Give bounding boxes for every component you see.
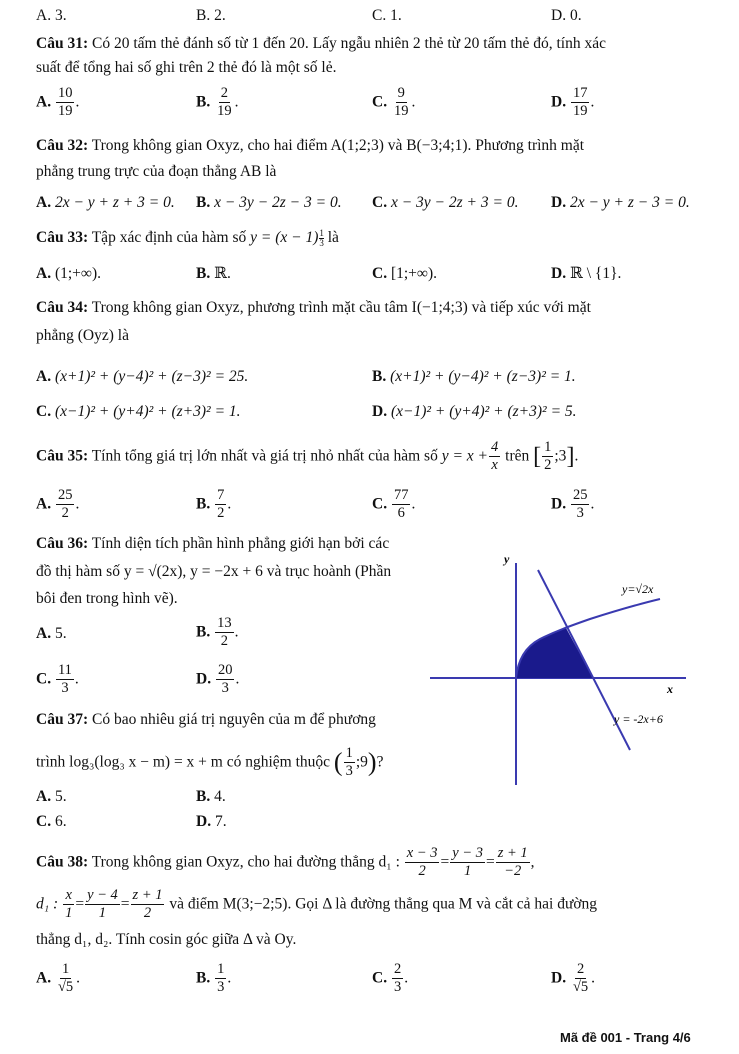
q31-option-d: D. $\frac{17}{19}$ . [551, 85, 595, 120]
q37-option-b: B. 4. [196, 788, 226, 805]
q37-option-c: C. 6. [36, 813, 67, 830]
q34-option-c: C. (x−1)² + (y+4)² + (z+3)² = 1. [36, 403, 241, 420]
curve-label: y=√2x [622, 582, 654, 596]
q30-option-b: B. 2. [196, 7, 226, 24]
q38-line1: Câu 38: Trong không gian Oxyz, cho hai đường thẳng d₁ : $\frac{x - 3}{2}$ = $\frac{y - 3}{1}$ = $\frac{z + 1}{-2}$ , [36, 845, 535, 880]
q35-line1: Câu 35: Tính tổng giá trị lớn nhất và giá trị nhỏ nhất của hàm số y = x + $\frac{4}{x}$ trên [ $\frac{1}{2}$ ;3]. [36, 439, 579, 474]
q36-option-b: B. $\frac{13}{2}$ . [196, 615, 239, 650]
q34-option-d: D. (x−1)² + (y+4)² + (z+3)² = 5. [372, 403, 577, 420]
q37-line2: trình log₃(log₃ x − m) = x + m có nghiệm thuộc ( $\frac{1}{3}$ ;9)? [36, 745, 384, 780]
q38-line2: d₁ : $\frac{x}{1}$ = $\frac{y - 4}{1}$ = $\frac{z + 1}{2}$ và điểm M(3;−2;5). Gọi Δ là đường thẳng qua M và cắt cả hai đường [36, 887, 598, 922]
q37-option-d: D. 7. [196, 813, 227, 830]
q36-line3: bôi đen trong hình vẽ). [36, 590, 178, 607]
q31-option-a: A. $\frac{10}{19}$ . [36, 85, 80, 120]
q36-line2: đồ thị hàm số y = √(2x), y = −2x + 6 và trục hoành (Phần [36, 563, 392, 580]
y-axis-label: y [504, 552, 510, 566]
q32-option-d: D. 2x − y + z − 3 = 0. [551, 194, 690, 211]
q34-option-b: B. (x+1)² + (y−4)² + (z−3)² = 1. [372, 368, 576, 385]
q30-option-a: A. 3. [36, 7, 67, 24]
q35-option-b: B. $\frac{7}{2}$ . [196, 487, 232, 522]
q38-option-d: D. $\frac{2}{√5}$ . [551, 961, 596, 996]
q36-line1: Câu 36: Tính diện tích phần hình phẳng giới hạn bởi các [36, 535, 390, 552]
q37-option-a: A. 5. [36, 788, 67, 805]
q31-option-b: B. $\frac{2}{19}$ . [196, 85, 239, 120]
q36-option-c: C. $\frac{11}{3}$ . [36, 662, 79, 697]
q33-option-d: D. ℝ \ {1}. [551, 265, 622, 282]
q34-line2: phẳng (Oyz) là [36, 327, 129, 344]
q31-line2: suất để tổng hai số ghi trên 2 thẻ đó là một số lẻ. [36, 59, 337, 76]
x-axis-label: x [667, 682, 673, 696]
area-graph [430, 545, 700, 795]
line-label: y = -2x+6 [614, 712, 663, 726]
q33-option-c: C. [1;+∞). [372, 265, 437, 282]
q32-option-b: B. x − 3y − 2z − 3 = 0. [196, 194, 342, 211]
q34-option-a: A. (x+1)² + (y−4)² + (z−3)² = 25. [36, 368, 249, 385]
q36-option-d: D. $\frac{20}{3}$ . [196, 662, 240, 697]
q31-option-c: C. $\frac{9}{19}$ . [372, 85, 416, 120]
q30-option-c: C. 1. [372, 7, 402, 24]
q31-line1: Câu 31: Có 20 tấm thẻ đánh số từ 1 đến 20. Lấy ngẫu nhiên 2 thẻ từ 20 tấm thẻ đó, tính xác [36, 35, 606, 52]
q34-line1: Câu 34: Trong không gian Oxyz, phương trình mặt cầu tâm I(−1;4;3) và tiếp xúc với mặt [36, 299, 591, 316]
q32-option-c: C. x − 3y − 2z + 3 = 0. [372, 194, 519, 211]
q38-option-a: A. $\frac{1}{√5}$ . [36, 961, 81, 996]
q38-option-b: B. $\frac{1}{3}$ . [196, 961, 232, 996]
q35-option-d: D. $\frac{25}{3}$ . [551, 487, 595, 522]
q30-option-d: D. 0. [551, 7, 582, 24]
q38-option-c: C. $\frac{2}{3}$ . [372, 961, 409, 996]
q33-line1: Câu 33: Tập xác định của hàm số y = (x − 1) $\frac{1}{3}$ là [36, 227, 339, 248]
q38-line3: thẳng d₁, d₂. Tính cosin góc giữa Δ và Oy. [36, 931, 297, 948]
q33-option-b: B. ℝ. [196, 265, 231, 282]
q33-option-a: A. (1;+∞). [36, 265, 101, 282]
q37-line1: Câu 37: Có bao nhiêu giá trị nguyên của m để phương [36, 711, 376, 728]
q32-line2: phẳng trung trực của đoạn thẳng AB là [36, 163, 277, 180]
q32-option-a: A. 2x − y + z + 3 = 0. [36, 194, 175, 211]
q32-line1: Câu 32: Trong không gian Oxyz, cho hai điểm A(1;2;3) và B(−3;4;1). Phương trình mặt [36, 137, 585, 154]
page-footer: Mã đề 001 - Trang 4/6 [560, 1030, 691, 1045]
q35-option-a: A. $\frac{25}{2}$ . [36, 487, 80, 522]
q36-option-a: A. 5. [36, 625, 67, 642]
q35-option-c: C. $\frac{77}{6}$ . [372, 487, 416, 522]
